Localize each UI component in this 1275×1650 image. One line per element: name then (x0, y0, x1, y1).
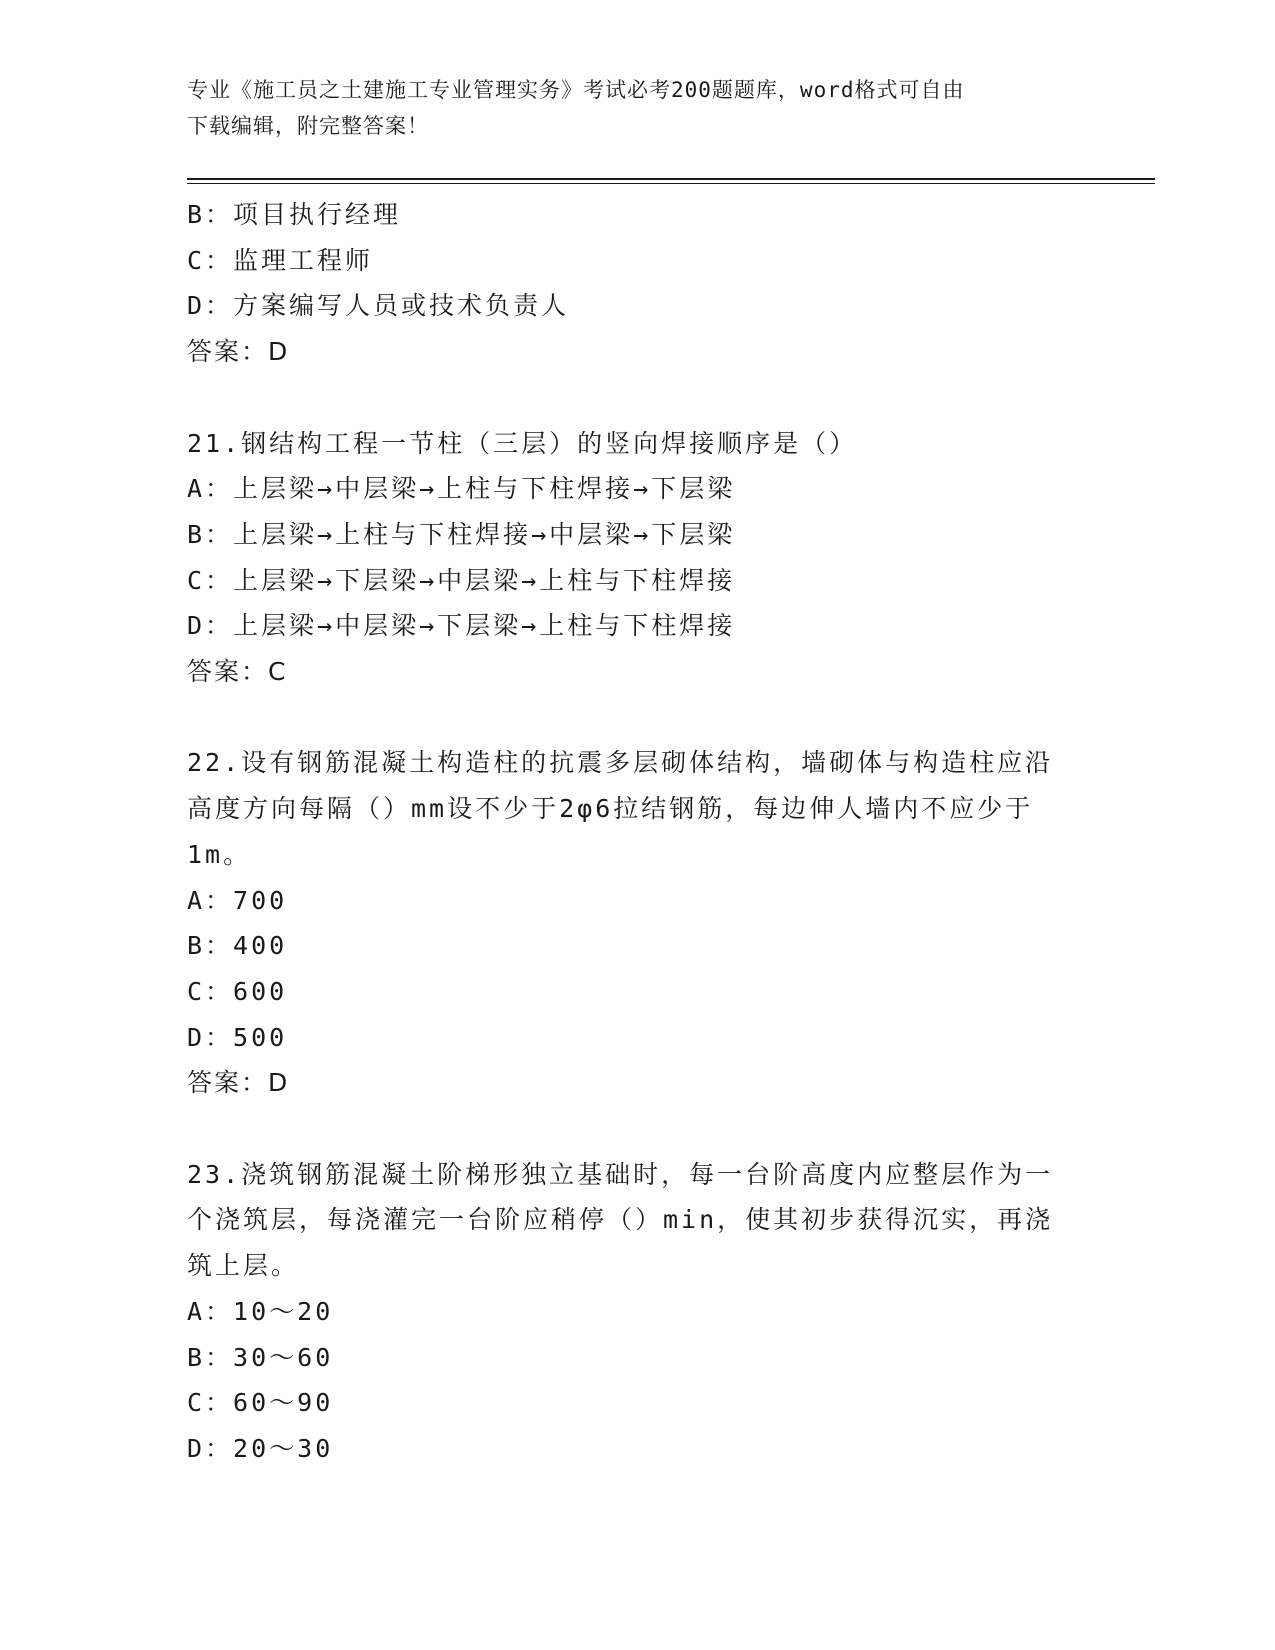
spacer (187, 375, 1087, 421)
answer-line: 答案：C (187, 657, 288, 687)
spacer (187, 695, 1087, 741)
option-c: C：上层梁→下层梁→中层梁→上柱与下柱焊接 (187, 565, 736, 595)
option-d: D：500 (187, 1022, 288, 1052)
question-21 (187, 421, 1087, 695)
option-b: B：30～60 (187, 1342, 334, 1372)
question-stem-line-1: 23.浇筑钢筋混凝土阶梯形独立基础时，每一台阶高度内应整层作为一 (187, 1159, 1054, 1189)
carryover-block (187, 192, 1087, 375)
option-d: D：上层梁→中层梁→下层梁→上柱与下柱焊接 (187, 611, 736, 641)
option-a: A：10～20 (187, 1296, 334, 1326)
option-c: C：600 (187, 976, 288, 1006)
option-b: B：项目执行经理 (187, 200, 402, 229)
question-stem-line-1: 22.设有钢筋混凝土构造柱的抗震多层砌体结构，墙砌体与构造柱应沿 (187, 748, 1054, 778)
question-content (187, 192, 1087, 1472)
option-a: A：上层梁→中层梁→上柱与下柱焊接→下层梁 (187, 474, 736, 504)
option-d: D：方案编写人员或技术负责人 (187, 291, 570, 321)
option-b: B：400 (187, 931, 288, 961)
question-stem-line-3: 1m。 (187, 839, 252, 869)
question-stem-line-2: 高度方向每隔（）mm设不少于2φ6拉结钢筋，每边伸人墙内不应少于 (187, 794, 1034, 824)
answer-line: 答案：D (187, 1068, 290, 1098)
header-line-1: 专业《施工员之土建施工专业管理实务》考试必考200题题库，word格式可自由 (187, 78, 965, 102)
option-a: A：700 (187, 885, 288, 915)
spacer (187, 1106, 1087, 1152)
option-d: D：20～30 (187, 1433, 334, 1463)
question-stem: 21.钢结构工程一节柱（三层）的竖向焊接顺序是（） (187, 428, 858, 458)
header-rule-thin (187, 183, 1155, 184)
option-c: C：监理工程师 (187, 245, 374, 275)
header-rule-thick (187, 178, 1155, 180)
document-header (187, 72, 1067, 144)
option-c: C：60～90 (187, 1388, 334, 1418)
question-stem-line-2: 个浇筑层，每浇灌完一台阶应稍停（）min，使其初步获得沉实，再浇 (187, 1205, 1054, 1235)
question-stem-line-3: 筑上层。 (187, 1251, 300, 1281)
question-22 (187, 740, 1087, 1106)
option-b: B：上层梁→上柱与下柱焊接→中层梁→下层梁 (187, 519, 736, 549)
answer-line: 答案：D (187, 337, 290, 367)
question-23 (187, 1152, 1087, 1472)
header-line-2: 下载编辑，附完整答案！ (187, 114, 429, 138)
